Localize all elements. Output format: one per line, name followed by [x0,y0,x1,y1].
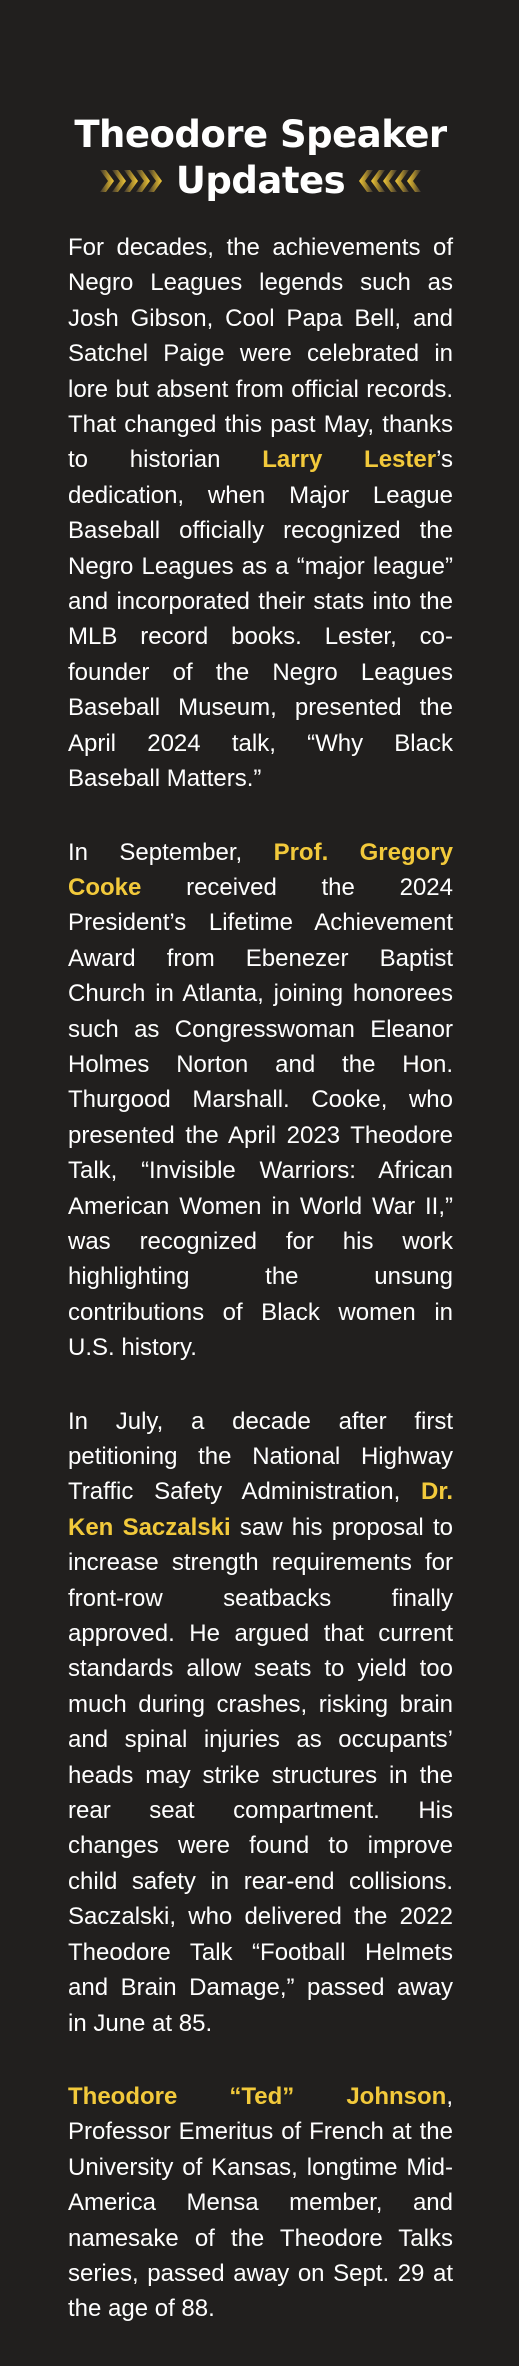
paragraph-text: In September, [68,838,274,866]
highlighted-name: Theodore “Ted” Johnson [68,2082,447,2110]
paragraph-larry-lester [68,230,453,797]
title-line-1: Theodore Speaker [74,113,447,156]
highlighted-name: Prof. Gregory Cooke [68,838,453,901]
highlighted-name: Larry Lester [262,446,437,474]
paragraph-text: For decades, the achievements of Negro Leagues legends such as Josh Gibson, Cool Papa Bell, and Satchel Paige were celebrated in lore but absent from official records. That changed this past May, thanks to historian [68,234,453,474]
paragraph-text: received the 2024 President’s Lifetime Achievement Award from Ebenezer Baptist Church in Atlanta, joining honorees such as Congresswoman Eleanor Holmes Norton and the Hon. Thurgood Marshall. Cooke, who presented the April 2023 Theodore Talk, “Invisible Warriors: African American Women in World War II,” was recognized for his work highlighting the unsung contributions of Black women in U.S. history. [68,873,453,1362]
chevrons-left-icon [351,168,423,194]
paragraph-text: , Professor Emeritus of French at the University of Kansas, longtime Mid-America Mensa member, and namesake of the Theodore Talks series, passed away on Sept. 29 at the age of 88. [68,2082,453,2323]
paragraph-ken-saczalski [68,1404,453,2041]
highlighted-name: Dr. Ken Saczalski [68,1478,453,1541]
paragraph-text: saw his proposal to increase strength requirements for front-row seatbacks finally approved. He argued that current standards allow seats to yield too much during crashes, risking brain and spinal injuries as occupants’ heads may strike structures in the rear seat compartment. His changes were found to improve child safety in rear-end collisions. Saczalski, who delivered the 2022 Theodore Talk “Football Helmets and Brain Damage,” passed away in June at 85. [68,1513,454,2037]
title-line-2-row [68,158,453,204]
chevrons-right-icon [98,168,170,194]
paragraph-gregory-cooke [68,835,453,1366]
paragraph-ted-johnson [68,2079,453,2327]
paragraph-text: ’s dedication, when Major League Baseball officially recognized the Negro Leagues as a “major league” and incorporated their stats into the MLB record books. Lester, co-founder of the Negro Leagues Baseball Museum, presented the April 2024 talk, “Why Black Baseball Matters.” [68,446,453,793]
paragraph-text: In July, a decade after first petitioning the National Highway Traffic Safety Administration, [68,1407,453,1506]
title-line-2: Updates [175,159,346,202]
page-title [68,112,453,204]
